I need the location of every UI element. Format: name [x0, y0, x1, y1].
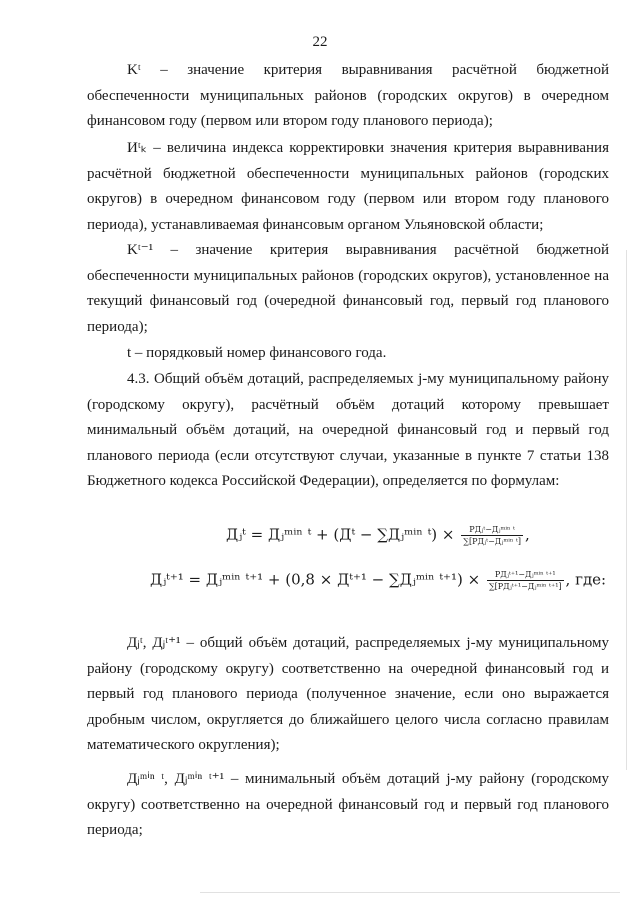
formula-2-end: , где: [565, 570, 607, 589]
formula-1-end: , [525, 525, 530, 544]
formula-second-year [150, 569, 606, 592]
scan-bottom-line [200, 892, 620, 893]
definition-k-t: Kᵗ – значение критерия выравнивания расчётной бюджетной обеспеченности муниципальных районов (городских округов) в очередном финансовом году (первом или втором году планового периода); [87, 62, 609, 130]
definition-index-correction: Иᵗₖ – величина индекса корректировки значения критерия выравнивания расчётной бюджетной обеспеченности муниципальных районов (городских округов) в очередном финансовом году (первом или втором году планового периода), устанавливаемая финансовым органом Ульяновской области; [87, 140, 609, 233]
page-number: 22 [312, 34, 328, 50]
definition-t: t – порядковый номер финансового года. [127, 345, 387, 361]
formula-1-fraction [461, 524, 523, 547]
definition-d: Дⱼᵗ, Дⱼᵗ⁺¹ – общий объём дотаций, распределяемых j-му муниципальному району (городскому округу) соответственно на очередной финансовый год и первый год планового периода (полученное значение, если оно выражается дробным числом, округляется до ближайшего целого числа согласно правилам математического округления); [87, 635, 609, 754]
formula-2-left: Дⱼᵗ⁺¹ = Дⱼᵐⁱⁿ ᵗ⁺¹ + (0,8 × Дᵗ⁺¹ − ∑Дⱼᵐⁱⁿ ᵗ⁺¹) × [150, 570, 481, 589]
formula-2-denominator: ∑[РДⱼᵗ⁺¹−Дⱼᵐⁱⁿ ᵗ⁺¹] [488, 582, 562, 591]
scan-edge-line [626, 250, 627, 770]
formula-1-left: Дⱼᵗ = Дⱼᵐⁱⁿ ᵗ + (Дᵗ − ∑Дⱼᵐⁱⁿ ᵗ) × [226, 525, 455, 544]
formula-1-numerator: РДⱼᵗ−Дⱼᵐⁱⁿ ᵗ [461, 524, 523, 536]
formula-2-numerator: РДⱼᵗ⁺¹−Дⱼᵐⁱⁿ ᵗ⁺¹ [487, 569, 564, 581]
definition-k-t-minus-1: Kᵗ⁻¹ – значение критерия выравнивания расчётной бюджетной обеспеченности муниципальных районов (городских округов), установленное на текущий финансовый год (очередной финансовый год, первый год планового периода); [87, 242, 609, 335]
formula-first-year [226, 524, 530, 547]
formula-2-fraction [487, 569, 564, 592]
definition-d-min: Дⱼᵐⁱⁿ ᵗ, Дⱼᵐⁱⁿ ᵗ⁺¹ – минимальный объём дотаций j-му району (городскому округу) соответственно на очередной финансовый год и первый год планового периода; [87, 771, 609, 839]
section-4-3: 4.3. Общий объём дотаций, распределяемых j-му муниципальному району (городскому округу), расчётный объём дотаций которому превышает минимальный объём дотаций, на очередной финансовый год и первый год планового периода (если отсутствуют случаи, указанные в пункте 7 статьи 138 Бюджетного кодекса Российской Федерации), определяется по формулам: [87, 371, 609, 490]
formula-1-denominator: ∑[РДⱼᵗ−Дⱼᵐⁱⁿ ᵗ] [463, 537, 522, 546]
